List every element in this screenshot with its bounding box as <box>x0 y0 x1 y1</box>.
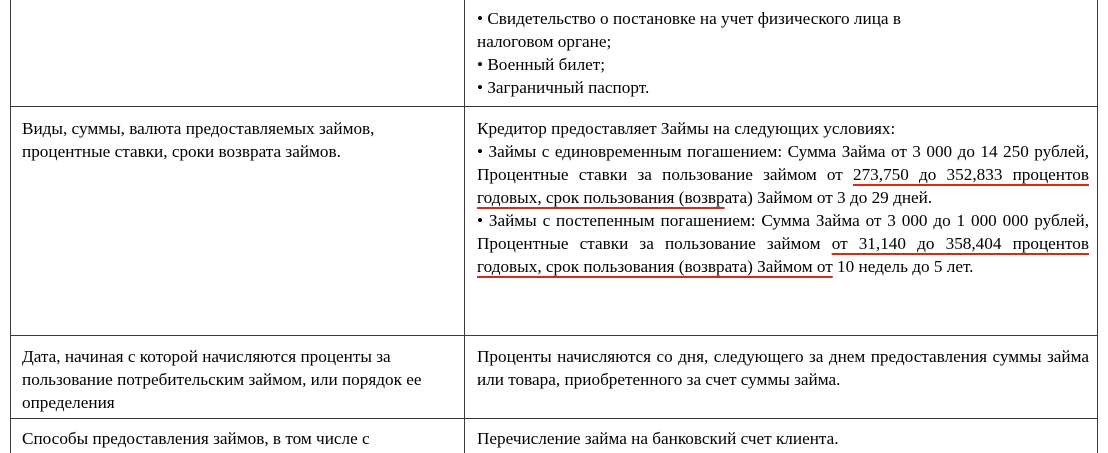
loan-types-label: Виды, суммы, валюта предоставляемых займов, процентные ставки, сроки возврата займов. <box>22 119 375 161</box>
highlighted-rate-text: от 31,140 до 358,404 процентов годовых, срок пользования (возврата) Займом от <box>477 234 1089 276</box>
bullet-text: • Займы с постепенным погашением: Сумма Займа от 3 000 до 1 000 000 рублей, Процентные ставки за пользование займом <box>477 211 1089 253</box>
row2-label-cell <box>22 117 447 163</box>
table-border-right <box>1097 0 1098 453</box>
row-divider-2 <box>10 335 1098 336</box>
terms-bullet-installment <box>477 209 1089 278</box>
provision-methods-label: Способы предоставления займов, в том числе с <box>22 429 370 448</box>
table-border-middle <box>464 0 465 453</box>
bullet-text: • Займы с единовременным погашением: Сумма Займа от 3 000 до 14 250 рублей, Процентные ставки за пользование займом от <box>477 142 1089 184</box>
interest-start-value: Проценты начисляются со дня, следующего за днем предоставления суммы займа или товара, приобретенного за счет суммы займа. <box>477 347 1089 389</box>
row1-documents-cell <box>477 7 1089 99</box>
bullet-text: 10 недель до 5 лет. <box>832 257 974 276</box>
row2-terms-cell <box>477 117 1089 278</box>
doc-line: • Свидетельство о постановке на учет физического лица в <box>477 9 901 28</box>
row4-label-cell <box>22 427 462 450</box>
terms-bullet-lump-sum <box>477 140 1089 209</box>
doc-line: • Военный билет; <box>477 55 606 74</box>
doc-line: • Заграничный паспорт. <box>477 78 650 97</box>
terms-intro: Кредитор предоставляет Займы на следующих условиях: <box>477 119 896 138</box>
row-divider-3 <box>10 418 1098 419</box>
doc-line: налоговом органе; <box>477 32 612 51</box>
row3-label-cell <box>22 345 452 414</box>
row3-value-cell <box>477 345 1089 391</box>
table-border-left <box>10 0 11 453</box>
bullet-text: ата) Займом от 3 до 29 дней. <box>724 188 933 207</box>
row-divider-1 <box>10 106 1098 107</box>
highlighted-rate-text: 273,750 до 352,833 процентов годовых, срок пользования (возвр <box>477 165 1089 207</box>
provision-methods-value: Перечисление займа на банковский счет клиента. <box>477 429 839 448</box>
row4-value-cell <box>477 427 1089 450</box>
interest-start-label: Дата, начиная с которой начисляются проценты за пользование потребительским займом, или порядок ее определения <box>22 347 422 412</box>
